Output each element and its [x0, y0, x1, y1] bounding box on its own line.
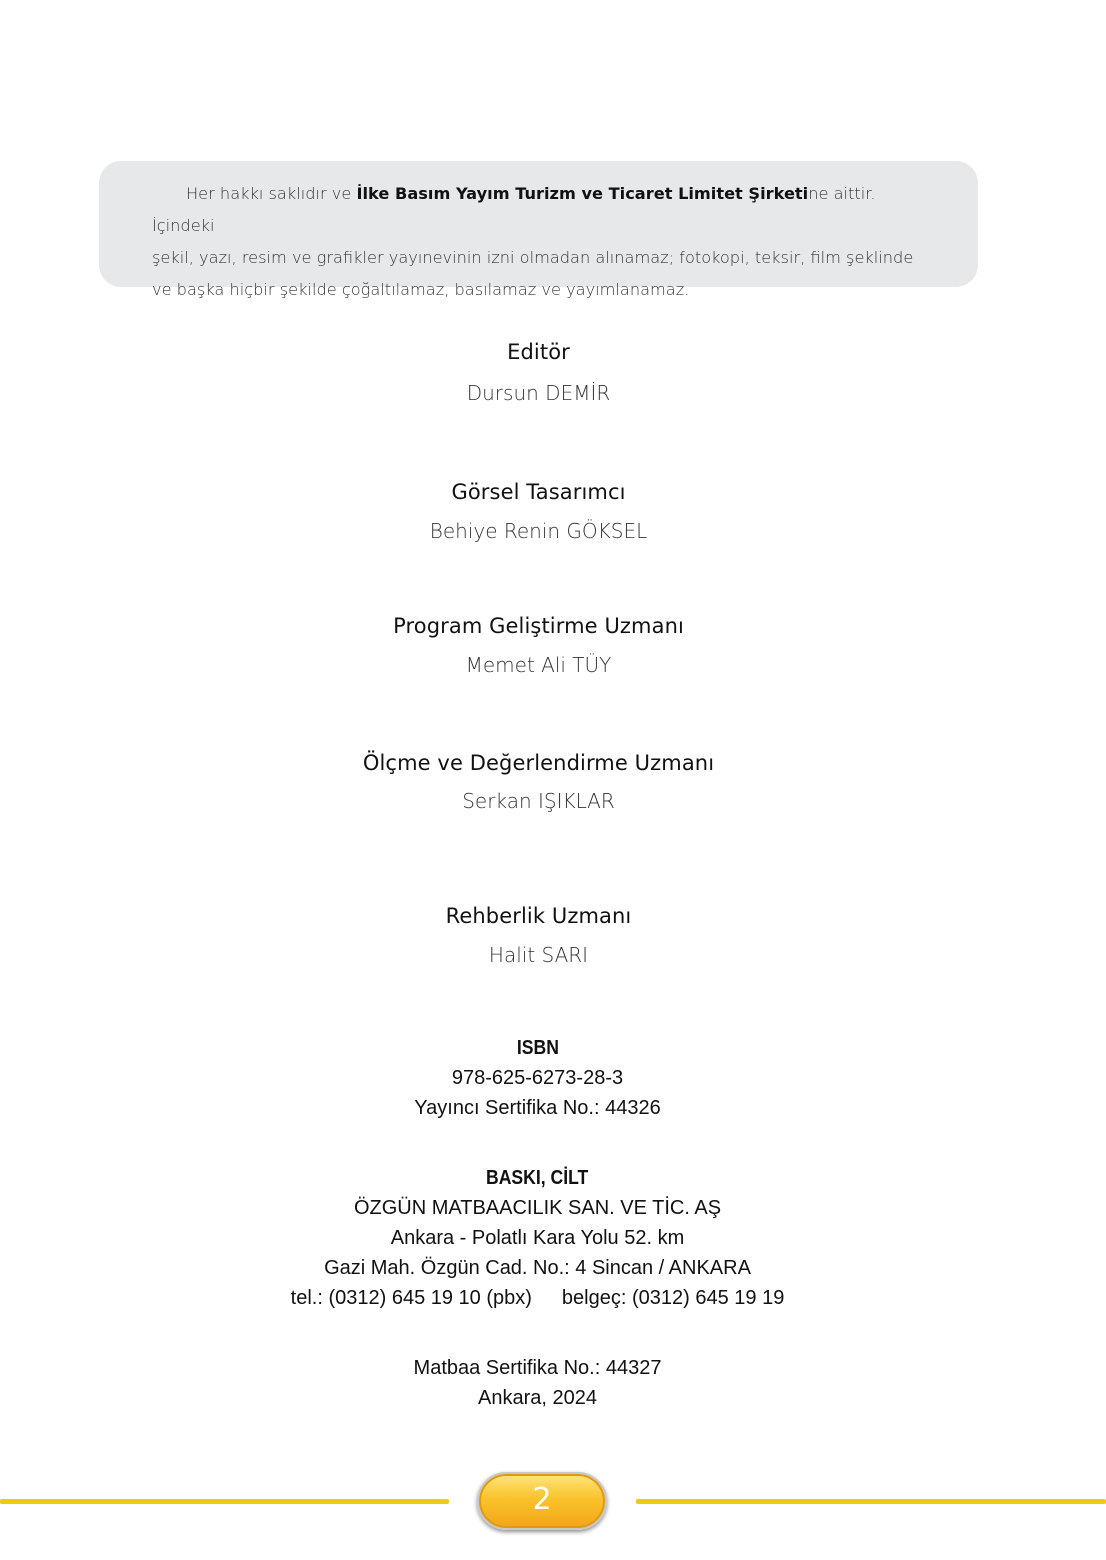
printer-company: ÖZGÜN MATBAACILIK SAN. VE TİC. AŞ [353, 1197, 722, 1219]
notice-line-3: ve başka hiçbir şekilde çoğaltılamaz, basılamaz ve yayımlanamaz. [152, 280, 690, 299]
notice-line-1 [152, 178, 938, 242]
credit-role: Editör [507, 340, 570, 364]
printer-address-1: Ankara - Polatlı Kara Yolu 52. km [390, 1227, 685, 1249]
publisher-certificate: Yayıncı Sertifika No.: 44326 [414, 1097, 661, 1119]
credit-assessment-expert [0, 751, 1077, 813]
page-number: 2 [477, 1472, 607, 1530]
notice-suffix: ne aittir. İçindeki [152, 184, 876, 235]
credit-person: Memet Ali TÜY [465, 653, 612, 677]
credit-person: Halit SARI [488, 943, 589, 967]
credit-guidance-expert [0, 904, 1077, 967]
printer-address-2: Gazi Mah. Özgün Cad. No.: 4 Sincan / ANKARA [324, 1257, 751, 1279]
credit-person: Serkan IŞIKLAR [462, 789, 615, 813]
footer-rule-right [636, 1499, 1106, 1504]
credit-visual-designer [0, 480, 1077, 543]
place-year: Ankara, 2024 [478, 1387, 597, 1409]
credit-person: Dursun DEMİR [466, 381, 611, 405]
print-block [0, 1163, 1075, 1313]
print-heading: BASKI, CİLT [486, 1167, 589, 1189]
isbn-block [0, 1033, 1075, 1123]
credit-editor [0, 340, 1077, 405]
notice-prefix: Her hakkı saklıdır ve [186, 184, 357, 203]
print-certificate-block [0, 1353, 1075, 1413]
footer-rule-left [0, 1499, 449, 1504]
printer-contact [0, 1283, 1075, 1313]
credit-person: Behiye Renin GÖKSEL [429, 519, 648, 543]
copyright-notice [99, 161, 978, 299]
printer-phone: tel.: (0312) 645 19 10 (pbx) [290, 1287, 532, 1309]
credit-role: Program Geliştirme Uzmanı [393, 614, 684, 638]
credit-role: Rehberlik Uzmanı [445, 904, 632, 928]
publisher-name: İlke Basım Yayım Turizm ve Ticaret Limitet Şirketi [356, 184, 809, 203]
printer-certificate: Matbaa Sertifika No.: 44327 [413, 1357, 662, 1379]
isbn-number: 978-625-6273-28-3 [451, 1067, 624, 1089]
printer-fax: belgeç: (0312) 645 19 19 [561, 1287, 785, 1309]
isbn-heading: ISBN [516, 1037, 559, 1059]
credit-program-developer [0, 614, 1077, 677]
credit-role: Ölçme ve Değerlendirme Uzmanı [362, 751, 715, 775]
notice-line-2: şekil, yazı, resim ve grafikler yayınevinin izni olmadan alınamaz; fotokopi, teksir, film şeklinde [152, 248, 914, 267]
credit-role: Görsel Tasarımcı [451, 480, 626, 504]
